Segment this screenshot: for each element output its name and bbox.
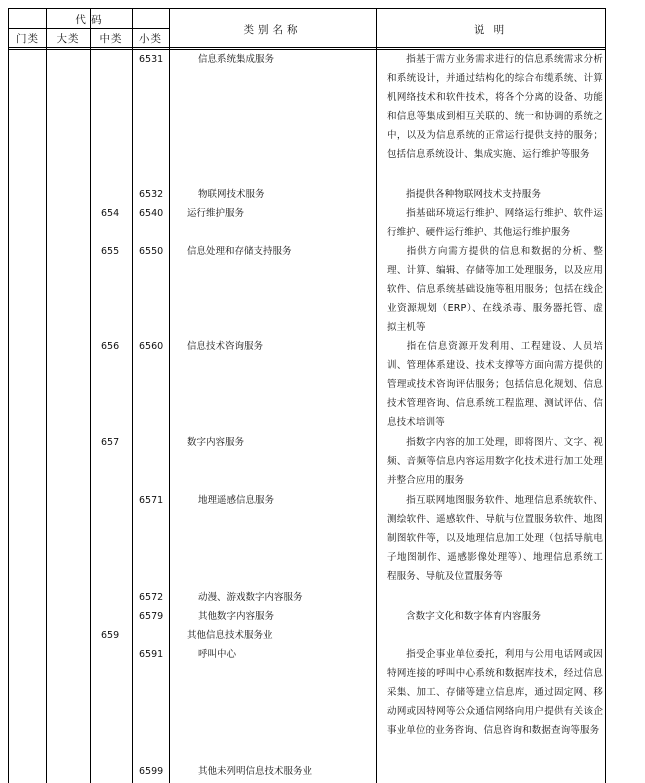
xiao-code: 6579 [139, 611, 164, 622]
divider [132, 9, 133, 783]
divider [376, 9, 377, 783]
zhong-code: 659 [101, 630, 120, 641]
category-name: 呼叫中心 [198, 649, 237, 660]
category-name: 地理遥感信息服务 [198, 495, 275, 506]
category-name: 信息系统集成服务 [198, 54, 275, 65]
header-menlei: 门类 [16, 33, 39, 45]
xiao-code: 6599 [139, 766, 164, 777]
xiao-code: 6540 [139, 208, 164, 219]
category-description: 指供方向需方提供的信息和数据的分析、整理、计算、编辑、存储等加工处理服务，以及应用软件、信息系统基础设施等租用服务；包括在线企业资源规划（ERP）、在线杀毒、服务器托管、虚拟主机等 [387, 246, 603, 333]
category-name: 物联网技术服务 [198, 189, 265, 200]
category-description: 含数字文化和数字体育内容服务 [406, 611, 542, 622]
header-category-name: 类别名称 [243, 24, 302, 36]
header-dalei: 大类 [56, 33, 80, 45]
category-name: 信息技术咨询服务 [187, 341, 264, 352]
header-description: 说 明 [473, 24, 508, 36]
xiao-code: 6572 [139, 592, 164, 603]
divider [90, 9, 91, 783]
category-name: 其他数字内容服务 [198, 611, 275, 622]
category-name: 运行维护服务 [187, 208, 245, 219]
category-description: 指提供各种物联网技术支持服务 [406, 189, 542, 200]
divider [9, 47, 605, 48]
zhong-code: 657 [101, 437, 120, 448]
category-description: 指在信息资源开发利用、工程建设、人员培训、管理体系建设、技术支撑等方面向需方提供的管理或技术咨询评估服务；包括信息化规划、信息技术管理咨询、信息系统工程监理、测试评估、信息技术培训等 [387, 341, 603, 428]
header-zhonglei: 中类 [99, 33, 123, 45]
zhong-code: 656 [101, 341, 120, 352]
category-name: 动漫、游戏数字内容服务 [198, 592, 303, 603]
classification-table [8, 8, 606, 783]
divider [46, 9, 47, 783]
divider [9, 49, 605, 50]
header-xiaolei: 小类 [139, 33, 162, 45]
zhong-code: 654 [101, 208, 120, 219]
category-description: 指互联网地图服务软件、地理信息系统软件、测绘软件、遥感软件、导航与位置服务软件、地图制图软件等，以及地理信息加工处理（包括导航电子地图制作、遥感影像处理等）、地理信息系统工程服务、导航及位置服务等 [387, 495, 603, 582]
category-name: 其他未列明信息技术服务业 [198, 766, 313, 777]
category-description: 指数字内容的加工处理，即将图片、文字、视频、音频等信息内容运用数字化技术进行加工处理并整合应用的服务 [387, 437, 603, 486]
category-name: 信息处理和存储支持服务 [187, 246, 292, 257]
category-description: 指基础环境运行维护、网络运行维护、软件运行维护、硬件运行维护、其他运行维护服务 [387, 208, 603, 238]
divider [169, 9, 170, 783]
xiao-code: 6532 [139, 189, 164, 200]
divider [9, 28, 169, 29]
xiao-code: 6550 [139, 246, 164, 257]
category-description: 指受企事业单位委托，利用与公用电话网或因特网连接的呼叫中心系统和数据库技术，经过信息采集、加工、存储等建立信息库，通过固定网、移动网或因特网等公众通信网络向用户提供有关该企事业单位的业务咨询、信息咨询和数据查询等服务 [387, 649, 603, 736]
category-name: 数字内容服务 [187, 437, 245, 448]
xiao-code: 6531 [139, 54, 164, 65]
category-description: 指基于需方业务需求进行的信息系统需求分析和系统设计，并通过结构化的综合布缆系统、计算机网络技术和软件技术，将各个分离的设备、功能和信息等集成到相互关联的、统一和协调的系统之中，以及为信息系统的正常运行提供支持的服务；包括信息系统设计、集成实施、运行维护等服务 [387, 54, 603, 160]
code-group-header: 代 码 [75, 14, 103, 26]
xiao-code: 6571 [139, 495, 164, 506]
category-name: 其他信息技术服务业 [187, 630, 273, 641]
xiao-code: 6591 [139, 649, 164, 660]
xiao-code: 6560 [139, 341, 164, 352]
zhong-code: 655 [101, 246, 120, 257]
